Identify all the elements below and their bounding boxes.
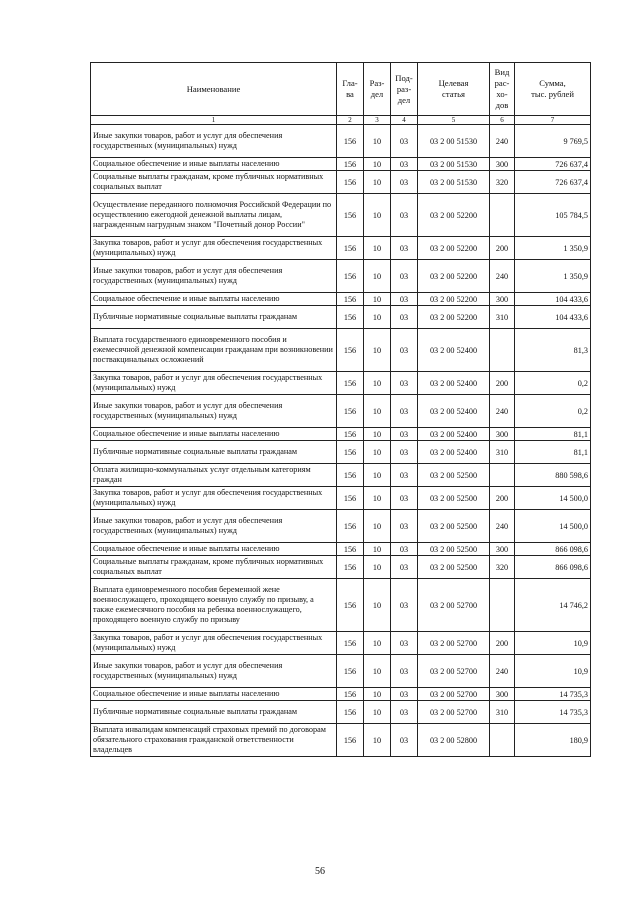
table-row [91, 125, 591, 158]
column-number: 6 [490, 116, 515, 125]
row-vid-rashodov [490, 724, 515, 757]
row-tselevaya-statya: 03 2 00 51530 [418, 158, 490, 171]
row-name: Закупка товаров, работ и услуг для обеспечения государственных (муниципальных) нужд [91, 237, 337, 260]
row-summa: 104 433,6 [515, 293, 591, 306]
row-razdel: 10 [364, 395, 391, 428]
row-summa: 1 350,9 [515, 260, 591, 293]
row-razdel: 10 [364, 655, 391, 688]
table-row [91, 464, 591, 487]
row-glava: 156 [337, 372, 364, 395]
row-podrazdel: 03 [391, 724, 418, 757]
row-name: Закупка товаров, работ и услуг для обеспечения государственных (муниципальных) нужд [91, 632, 337, 655]
row-podrazdel: 03 [391, 306, 418, 329]
row-tselevaya-statya: 03 2 00 52800 [418, 724, 490, 757]
row-glava: 156 [337, 632, 364, 655]
column-number: 5 [418, 116, 490, 125]
row-vid-rashodov: 240 [490, 655, 515, 688]
header-name: Наименование [91, 63, 337, 116]
row-glava: 156 [337, 510, 364, 543]
table-row [91, 441, 591, 464]
row-summa: 0,2 [515, 395, 591, 428]
row-glava: 156 [337, 428, 364, 441]
row-tselevaya-statya: 03 2 00 52700 [418, 655, 490, 688]
header-razdel: Раз- дел [364, 63, 391, 116]
row-glava: 156 [337, 487, 364, 510]
table-row [91, 428, 591, 441]
row-name: Осуществление переданного полномочия Российской Федерации по осуществлению ежегодной денежной выплаты лицам, награжденным нагрудным знаком "Почетный донор России" [91, 194, 337, 237]
row-podrazdel: 03 [391, 395, 418, 428]
column-number: 7 [515, 116, 591, 125]
row-vid-rashodov: 310 [490, 441, 515, 464]
row-razdel: 10 [364, 701, 391, 724]
row-razdel: 10 [364, 237, 391, 260]
budget-table [90, 62, 591, 757]
row-podrazdel: 03 [391, 428, 418, 441]
column-number-row [91, 116, 591, 125]
row-tselevaya-statya: 03 2 00 52200 [418, 260, 490, 293]
row-vid-rashodov: 240 [490, 510, 515, 543]
row-podrazdel: 03 [391, 293, 418, 306]
row-tselevaya-statya: 03 2 00 52500 [418, 510, 490, 543]
row-tselevaya-statya: 03 2 00 52200 [418, 306, 490, 329]
row-name: Социальное обеспечение и иные выплаты населению [91, 428, 337, 441]
table-row [91, 171, 591, 194]
row-vid-rashodov: 300 [490, 158, 515, 171]
row-glava: 156 [337, 306, 364, 329]
header-tselevaya-statya: Целевая статья [418, 63, 490, 116]
row-razdel: 10 [364, 543, 391, 556]
row-glava: 156 [337, 260, 364, 293]
row-tselevaya-statya: 03 2 00 52400 [418, 395, 490, 428]
row-glava: 156 [337, 125, 364, 158]
row-vid-rashodov: 300 [490, 293, 515, 306]
row-podrazdel: 03 [391, 237, 418, 260]
row-podrazdel: 03 [391, 543, 418, 556]
row-tselevaya-statya: 03 2 00 52200 [418, 237, 490, 260]
row-razdel: 10 [364, 171, 391, 194]
row-vid-rashodov: 240 [490, 125, 515, 158]
row-razdel: 10 [364, 428, 391, 441]
table-row [91, 487, 591, 510]
table-row [91, 306, 591, 329]
table-row [91, 372, 591, 395]
column-number: 1 [91, 116, 337, 125]
table-row [91, 293, 591, 306]
row-glava: 156 [337, 158, 364, 171]
row-summa: 14 735,3 [515, 688, 591, 701]
row-summa: 10,9 [515, 655, 591, 688]
header-glava: Гла- ва [337, 63, 364, 116]
row-vid-rashodov [490, 464, 515, 487]
row-vid-rashodov: 300 [490, 543, 515, 556]
row-razdel: 10 [364, 306, 391, 329]
row-name: Публичные нормативные социальные выплаты гражданам [91, 441, 337, 464]
row-glava: 156 [337, 543, 364, 556]
row-razdel: 10 [364, 688, 391, 701]
row-glava: 156 [337, 194, 364, 237]
row-vid-rashodov: 240 [490, 395, 515, 428]
row-name: Выплата единовременного пособия беременной жене военнослужащего, проходящего военную службу по призыву, а также ежемесячного пособия на ребенка военнослужащего, проходящего военную службу по призыву [91, 579, 337, 632]
row-name: Закупка товаров, работ и услуг для обеспечения государственных (муниципальных) нужд [91, 372, 337, 395]
row-podrazdel: 03 [391, 487, 418, 510]
row-glava: 156 [337, 237, 364, 260]
row-summa: 81,3 [515, 329, 591, 372]
column-number: 4 [391, 116, 418, 125]
row-razdel: 10 [364, 464, 391, 487]
table-row [91, 655, 591, 688]
row-podrazdel: 03 [391, 260, 418, 293]
page-number: 56 [315, 866, 325, 877]
row-glava: 156 [337, 724, 364, 757]
row-summa: 9 769,5 [515, 125, 591, 158]
row-vid-rashodov: 300 [490, 688, 515, 701]
row-vid-rashodov: 300 [490, 428, 515, 441]
row-razdel: 10 [364, 329, 391, 372]
table-row [91, 556, 591, 579]
row-name: Социальные выплаты гражданам, кроме публичных нормативных социальных выплат [91, 171, 337, 194]
row-podrazdel: 03 [391, 464, 418, 487]
row-tselevaya-statya: 03 2 00 52200 [418, 293, 490, 306]
table-row [91, 724, 591, 757]
row-summa: 105 784,5 [515, 194, 591, 237]
row-glava: 156 [337, 688, 364, 701]
row-name: Публичные нормативные социальные выплаты гражданам [91, 306, 337, 329]
row-tselevaya-statya: 03 2 00 52700 [418, 579, 490, 632]
row-glava: 156 [337, 441, 364, 464]
row-name: Социальное обеспечение и иные выплаты населению [91, 293, 337, 306]
row-podrazdel: 03 [391, 579, 418, 632]
row-summa: 866 098,6 [515, 543, 591, 556]
row-glava: 156 [337, 171, 364, 194]
row-vid-rashodov: 200 [490, 237, 515, 260]
table-row [91, 329, 591, 372]
row-summa: 180,9 [515, 724, 591, 757]
row-summa: 14 746,2 [515, 579, 591, 632]
row-razdel: 10 [364, 125, 391, 158]
row-tselevaya-statya: 03 2 00 52700 [418, 688, 490, 701]
row-summa: 81,1 [515, 441, 591, 464]
row-podrazdel: 03 [391, 701, 418, 724]
row-glava: 156 [337, 655, 364, 688]
row-razdel: 10 [364, 579, 391, 632]
header-row [91, 63, 591, 116]
row-name: Социальные выплаты гражданам, кроме публичных нормативных социальных выплат [91, 556, 337, 579]
row-razdel: 10 [364, 724, 391, 757]
row-vid-rashodov [490, 194, 515, 237]
table-row [91, 632, 591, 655]
row-vid-rashodov: 310 [490, 306, 515, 329]
row-summa: 726 637,4 [515, 158, 591, 171]
row-name: Оплата жилищно-коммунальных услуг отдельным категориям граждан [91, 464, 337, 487]
row-vid-rashodov: 320 [490, 556, 515, 579]
row-podrazdel: 03 [391, 655, 418, 688]
row-tselevaya-statya: 03 2 00 52500 [418, 487, 490, 510]
table-row [91, 543, 591, 556]
header-summa: Сумма, тыс. рублей [515, 63, 591, 116]
row-summa: 104 433,6 [515, 306, 591, 329]
table-row [91, 237, 591, 260]
row-tselevaya-statya: 03 2 00 52500 [418, 464, 490, 487]
row-summa: 880 598,6 [515, 464, 591, 487]
table-row [91, 158, 591, 171]
table-body [91, 125, 591, 757]
table-row [91, 701, 591, 724]
row-name: Иные закупки товаров, работ и услуг для обеспечения государственных (муниципальных) нужд [91, 125, 337, 158]
row-vid-rashodov: 200 [490, 632, 515, 655]
row-summa: 14 500,0 [515, 487, 591, 510]
row-razdel: 10 [364, 487, 391, 510]
row-razdel: 10 [364, 510, 391, 543]
row-podrazdel: 03 [391, 125, 418, 158]
row-razdel: 10 [364, 441, 391, 464]
row-tselevaya-statya: 03 2 00 52200 [418, 194, 490, 237]
header-podrazdel: Под- раз- дел [391, 63, 418, 116]
row-razdel: 10 [364, 194, 391, 237]
row-tselevaya-statya: 03 2 00 51530 [418, 171, 490, 194]
row-name: Закупка товаров, работ и услуг для обеспечения государственных (муниципальных) нужд [91, 487, 337, 510]
row-summa: 1 350,9 [515, 237, 591, 260]
row-summa: 726 637,4 [515, 171, 591, 194]
row-vid-rashodov: 310 [490, 701, 515, 724]
row-razdel: 10 [364, 372, 391, 395]
row-glava: 156 [337, 293, 364, 306]
row-name: Социальное обеспечение и иные выплаты населению [91, 688, 337, 701]
row-tselevaya-statya: 03 2 00 52400 [418, 329, 490, 372]
row-vid-rashodov: 200 [490, 487, 515, 510]
row-glava: 156 [337, 395, 364, 428]
row-tselevaya-statya: 03 2 00 52700 [418, 632, 490, 655]
row-podrazdel: 03 [391, 329, 418, 372]
row-tselevaya-statya: 03 2 00 52400 [418, 428, 490, 441]
row-summa: 81,1 [515, 428, 591, 441]
row-name: Публичные нормативные социальные выплаты гражданам [91, 701, 337, 724]
table-row [91, 395, 591, 428]
row-glava: 156 [337, 464, 364, 487]
row-summa: 14 500,0 [515, 510, 591, 543]
row-summa: 10,9 [515, 632, 591, 655]
table-row [91, 194, 591, 237]
row-vid-rashodov: 320 [490, 171, 515, 194]
row-name: Иные закупки товаров, работ и услуг для обеспечения государственных (муниципальных) нужд [91, 655, 337, 688]
row-tselevaya-statya: 03 2 00 51530 [418, 125, 490, 158]
table-row [91, 260, 591, 293]
column-number: 2 [337, 116, 364, 125]
table-row [91, 579, 591, 632]
row-glava: 156 [337, 329, 364, 372]
row-podrazdel: 03 [391, 556, 418, 579]
row-tselevaya-statya: 03 2 00 52700 [418, 701, 490, 724]
row-tselevaya-statya: 03 2 00 52500 [418, 556, 490, 579]
row-razdel: 10 [364, 158, 391, 171]
row-podrazdel: 03 [391, 372, 418, 395]
row-vid-rashodov [490, 579, 515, 632]
row-podrazdel: 03 [391, 194, 418, 237]
table-row [91, 510, 591, 543]
table-row [91, 688, 591, 701]
row-glava: 156 [337, 556, 364, 579]
header-vid-rashodov: Вид рас- хо- дов [490, 63, 515, 116]
row-summa: 14 735,3 [515, 701, 591, 724]
row-tselevaya-statya: 03 2 00 52400 [418, 372, 490, 395]
row-glava: 156 [337, 701, 364, 724]
row-podrazdel: 03 [391, 441, 418, 464]
row-name: Выплата государственного единовременного пособия и ежемесячной денежной компенсации гражданам при возникновении поствакцинальных осложнений [91, 329, 337, 372]
row-name: Социальное обеспечение и иные выплаты населению [91, 543, 337, 556]
row-razdel: 10 [364, 632, 391, 655]
row-razdel: 10 [364, 293, 391, 306]
row-podrazdel: 03 [391, 510, 418, 543]
row-vid-rashodov: 240 [490, 260, 515, 293]
row-tselevaya-statya: 03 2 00 52500 [418, 543, 490, 556]
row-summa: 866 098,6 [515, 556, 591, 579]
row-razdel: 10 [364, 260, 391, 293]
row-glava: 156 [337, 579, 364, 632]
column-number: 3 [364, 116, 391, 125]
row-vid-rashodov: 200 [490, 372, 515, 395]
row-name: Иные закупки товаров, работ и услуг для обеспечения государственных (муниципальных) нужд [91, 510, 337, 543]
row-podrazdel: 03 [391, 688, 418, 701]
row-podrazdel: 03 [391, 171, 418, 194]
row-name: Иные закупки товаров, работ и услуг для обеспечения государственных (муниципальных) нужд [91, 260, 337, 293]
row-name: Социальное обеспечение и иные выплаты населению [91, 158, 337, 171]
row-razdel: 10 [364, 556, 391, 579]
row-tselevaya-statya: 03 2 00 52400 [418, 441, 490, 464]
row-summa: 0,2 [515, 372, 591, 395]
row-name: Иные закупки товаров, работ и услуг для обеспечения государственных (муниципальных) нужд [91, 395, 337, 428]
row-podrazdel: 03 [391, 632, 418, 655]
row-vid-rashodov [490, 329, 515, 372]
row-name: Выплата инвалидам компенсаций страховых премий по договорам обязательного страхования гражданской ответственности владельцев [91, 724, 337, 757]
row-podrazdel: 03 [391, 158, 418, 171]
